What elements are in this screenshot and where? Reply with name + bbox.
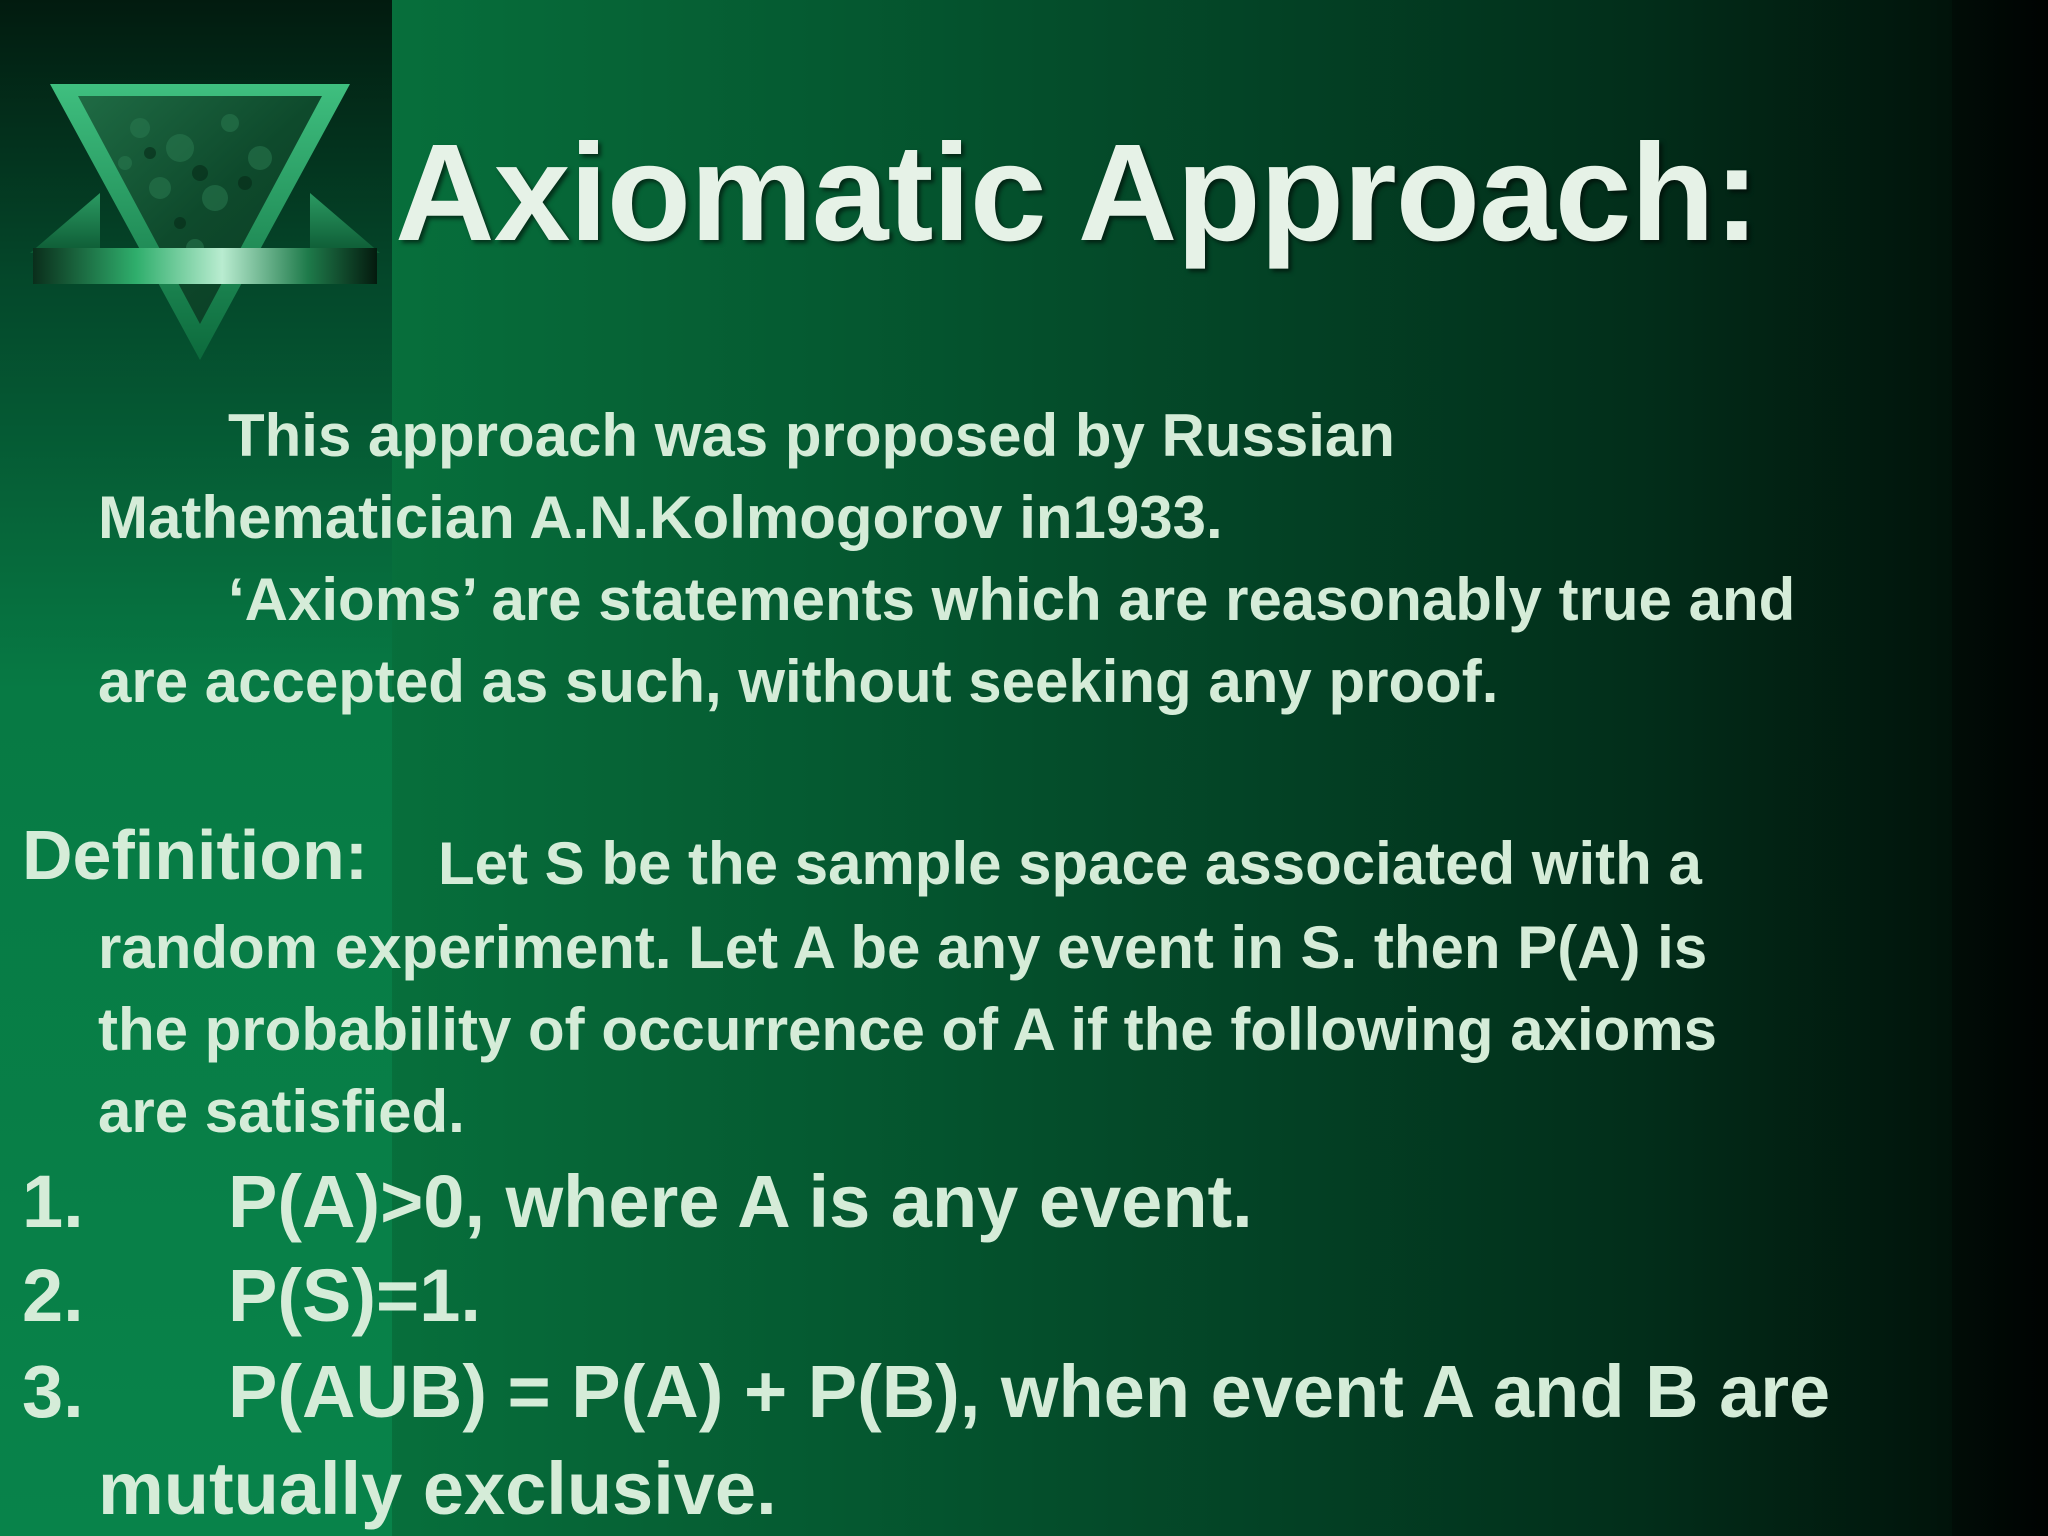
definition-line-1: Let S be the sample space associated with a (438, 830, 1702, 897)
right-dark-band (1952, 0, 2048, 1536)
axiom-number: 1. (22, 1160, 84, 1243)
intro-paragraph (98, 395, 2018, 723)
definition-line-3: the probability of occurrence of A if the following axioms (98, 996, 1718, 1063)
axiom-number: 3. (22, 1350, 84, 1433)
intro-line-3: ‘Axioms’ are statements which are reasonably true and (228, 566, 1796, 633)
axiom-text: P(A)>0, where A is any event. (228, 1160, 1253, 1243)
axiom-text: P(S)=1. (228, 1254, 481, 1337)
intro-line-2: Mathematician A.N.Kolmogorov in1933. (98, 484, 1223, 551)
axiom-item-1 (22, 1155, 1253, 1249)
axiom-text: P(AUB) = P(A) + P(B), when event A and B are (228, 1350, 1831, 1433)
axiom-3-continuation: mutually exclusive. (98, 1447, 777, 1530)
intro-line-4: are accepted as such, without seeking any proof. (98, 648, 1499, 715)
axiom-number: 2. (22, 1254, 84, 1337)
definition-body (98, 907, 1717, 1153)
slide-title: Axiomatic Approach: (395, 116, 1759, 270)
triangle-emblem-icon (30, 78, 380, 368)
definition-heading: Definition: (22, 816, 369, 894)
definition-line-2: random experiment. Let A be any event in S. then P(A) is (98, 914, 1708, 981)
axiom-item-3 (22, 1345, 1830, 1439)
intro-line-1: This approach was proposed by Russian (228, 402, 1395, 469)
definition-line-4: are satisfied. (98, 1078, 465, 1145)
axiom-item-2 (22, 1249, 481, 1343)
